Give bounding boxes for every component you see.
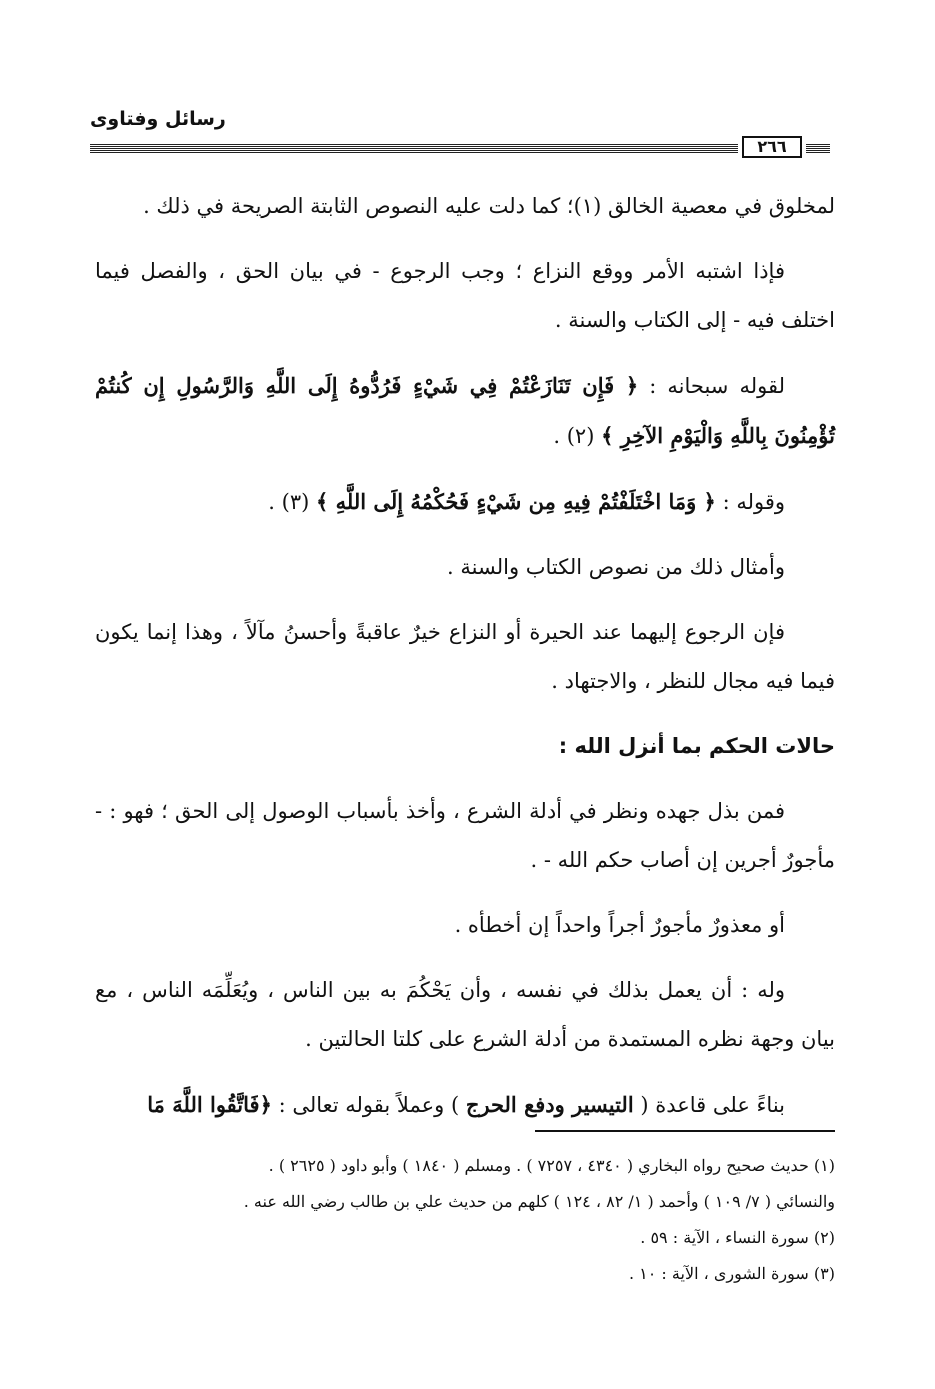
paragraph-8: أو معذورٌ مأجورٌ أجراً واحداً إن أخطأه . bbox=[454, 913, 785, 937]
paragraph-9: وله : أن يعمل بذلك في نفسه ، وأن يَحْكُمَ به بين الناس ، ويُعَلِّمَه الناس ، مع بيان وجهة نظره المستمدة من أدلة الشرع على كلتا الحالتين . bbox=[95, 978, 835, 1051]
page-header bbox=[90, 108, 830, 158]
paragraph-7: فمن بذل جهده ونظر في أدلة الشرع ، وأخذ بأسباب الوصول إلى الحق ؛ فهو : - مأجورٌ أجرين إن أصاب حكم الله - . bbox=[95, 799, 835, 872]
paragraph-4 bbox=[95, 477, 835, 527]
footnotes bbox=[95, 1130, 835, 1292]
quran-verse-1: ﴿ فَإِن تَنَازَعْتُمْ فِي شَيْءٍ فَرُدُّوهُ إِلَى اللَّهِ وَالرَّسُولِ إِن كُنتُمْ تُؤْمِنُونَ بِاللَّهِ وَالْيَوْمِ الآخِرِ ﴾ bbox=[95, 373, 835, 448]
paragraph-4-intro: وقوله : bbox=[722, 490, 785, 514]
section-heading: حالات الحكم بما أنزل الله : bbox=[558, 734, 835, 758]
page-number: ٢٦٦ bbox=[742, 136, 802, 158]
paragraph-10 bbox=[95, 1080, 835, 1130]
main-text bbox=[95, 182, 835, 1146]
footnote-3: (٣) سورة الشورى ، الآية : ١٠ . bbox=[628, 1264, 835, 1283]
footnote-2: (٢) سورة النساء ، الآية : ٥٩ . bbox=[640, 1228, 835, 1247]
book-title: رسائل وفتاوى bbox=[90, 108, 226, 130]
paragraph-10-a: بناءً على قاعدة ( bbox=[640, 1093, 785, 1117]
paragraph-1: لمخلوق في معصية الخالق (١)؛ كما دلت عليه النصوص الثابتة الصريحة في ذلك . bbox=[143, 194, 835, 218]
quran-verse-2: ﴿ وَمَا اخْتَلَفْتُمْ فِيهِ مِن شَيْءٍ فَحُكْمُهُ إِلَى اللَّهِ ﴾ bbox=[316, 489, 716, 514]
paragraph-5: وأمثال ذلك من نصوص الكتاب والسنة . bbox=[447, 555, 785, 579]
footnote-list bbox=[95, 1148, 835, 1292]
footnote-1: (١) حديث صحيح رواه البخاري ( ٤٣٤٠ ، ٧٢٥٧ ) . ومسلم ( ١٨٤٠ ) وأبو داود ( ٢٦٢٥ ) . bbox=[268, 1156, 835, 1175]
quran-verse-3: ﴿فَاتَّقُوا اللَّهَ مَا bbox=[147, 1092, 272, 1117]
footnote-rule bbox=[535, 1130, 835, 1132]
footnote-ref-2: (٢) . bbox=[553, 424, 595, 448]
header-rule-right bbox=[806, 144, 830, 153]
paragraph-3-intro: لقوله سبحانه : bbox=[649, 374, 785, 398]
rule-name: التيسير ودفع الحرج bbox=[465, 1092, 634, 1117]
paragraph-6: فإن الرجوع إليهما عند الحيرة أو النزاع خيرٌ عاقبةً وأحسنُ مآلاً ، وهذا إنما يكون فيما فيه مجال للنظر ، والاجتهاد . bbox=[95, 620, 835, 693]
paragraph-10-b: ) وعملاً بقوله تعالى : bbox=[278, 1093, 460, 1117]
footnote-ref-3: (٣) . bbox=[268, 490, 310, 514]
paragraph-3 bbox=[95, 361, 835, 461]
paragraph-2: فإذا اشتبه الأمر ووقع النزاع ؛ وجب الرجوع - في بيان الحق ، والفصل فيما اختلف فيه - إلى الكتاب والسنة . bbox=[95, 259, 835, 332]
header-rule bbox=[90, 144, 738, 153]
footnote-1-continued: والنسائي ( ٧/ ١٠٩ ) وأحمد ( ١/ ٨٢ ، ١٢٤ ) كلهم من حديث علي بن طالب رضي الله عنه . bbox=[243, 1192, 835, 1211]
